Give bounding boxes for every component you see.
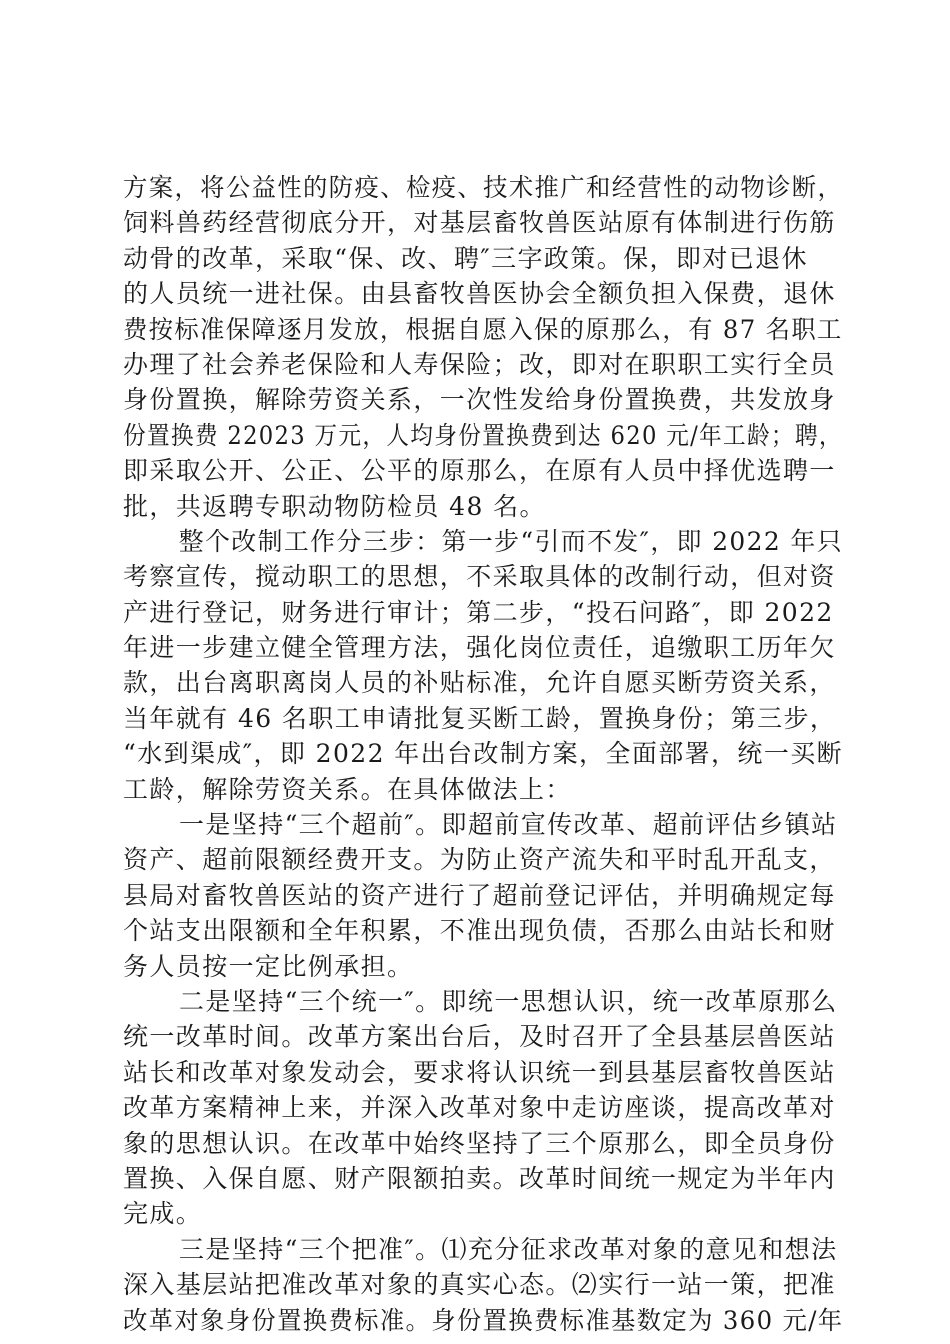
text-line: 一是坚持“三个超前″。即超前宣传改革、超前评估乡镇站 — [179, 810, 838, 840]
text-line: 改革方案精神上来，并深入改革对象中走访座谈，提高改革对 — [123, 1093, 836, 1123]
text-line: 统一改革时间。改革方案出台后，及时召开了全县基层兽医站 — [123, 1022, 836, 1052]
text-line: 完成。 — [123, 1199, 203, 1229]
document-body — [123, 170, 843, 1338]
text-line: 资产、超前限额经费开支。为防止资产流失和平时乱开乱支， — [123, 845, 836, 875]
text-line: 当年就有 46 名职工申请批复买断工龄，置换身份；第三步， — [123, 703, 837, 733]
text-line: 务人员按一定比例承担。 — [123, 951, 414, 981]
text-line: 整个改制工作分三步：第一步“引而不发″，即 2022 年只 — [178, 526, 843, 556]
text-line: 考察宣传，搅动职工的思想，不采取具体的改制行动，但对资 — [123, 562, 836, 592]
text-line: 置换、入保自愿、财产限额拍卖。改革时间统一规定为半年内 — [123, 1163, 836, 1193]
text-line: 二是坚持“三个统一″。即统一思想认识，统一改革原那么 — [179, 986, 838, 1016]
text-line: 的人员统一进社保。由县畜牧兽医协会全额负担入保费，退休 — [123, 279, 836, 309]
text-line: 个站支出限额和全年积累，不准出现负债，否那么由站长和财 — [123, 916, 836, 946]
text-line: “水到渠成″，即 2022 年出台改制方案，全面部署，统一买断 — [123, 739, 844, 769]
text-line: 改革对象身份置换费标准。身份置换费标准基数定为 360 元/年 — [123, 1305, 844, 1335]
text-line: 身份置换，解除劳资关系，一次性发给身份置换费，共发放身 — [123, 385, 836, 415]
text-line: 产进行登记，财务进行审计；第二步，“投石问路″，即 2022 — [123, 597, 834, 627]
text-line: 方案，将公益性的防疫、检疫、技术推广和经营性的动物诊断， — [123, 173, 844, 202]
text-line: 份置换费 22023 万元，人均身份置换费到达 620 元/年工龄；聘， — [123, 420, 843, 450]
text-line: 费按标准保障逐月发放，根据自愿入保的原那么，有 87 名职工 — [123, 314, 843, 344]
text-line: 象的思想认识。在改革中始终坚持了三个原那么，即全员身份 — [123, 1128, 836, 1158]
text-line: 县局对畜牧兽医站的资产进行了超前登记评估，并明确规定每 — [123, 880, 836, 910]
text-line: 饲料兽药经营彻底分开，对基层畜牧兽医站原有体制进行伤筋 — [123, 208, 836, 238]
text-line: 深入基层站把准改革对象的真实心态。⑵实行一站一策，把准 — [123, 1270, 836, 1300]
text-line: 年进一步建立健全管理方法，强化岗位责任，追缴职工历年欠 — [123, 633, 836, 663]
text-line: 即采取公开、公正、公平的原那么，在原有人员中择优选聘一 — [123, 456, 836, 486]
text-line: 动骨的改革，采取“保、改、聘″三字政策。保，即对已退休 — [123, 243, 808, 273]
text-line: 三是坚持“三个把准″。⑴充分征求改革对象的意见和想法 — [179, 1234, 838, 1264]
text-line: 工龄，解除劳资关系。在具体做法上： — [123, 774, 572, 804]
text-line: 款，出台离职离岗人员的补贴标准，允许自愿买断劳资关系， — [123, 668, 836, 698]
text-line: 批，共返聘专职动物防检员 48 名。 — [123, 491, 546, 521]
text-line: 办理了社会养老保险和人寿保险；改，即对在职职工实行全员 — [123, 349, 836, 379]
text-line: 站长和改革对象发动会，要求将认识统一到县基层畜牧兽医站 — [123, 1057, 836, 1087]
